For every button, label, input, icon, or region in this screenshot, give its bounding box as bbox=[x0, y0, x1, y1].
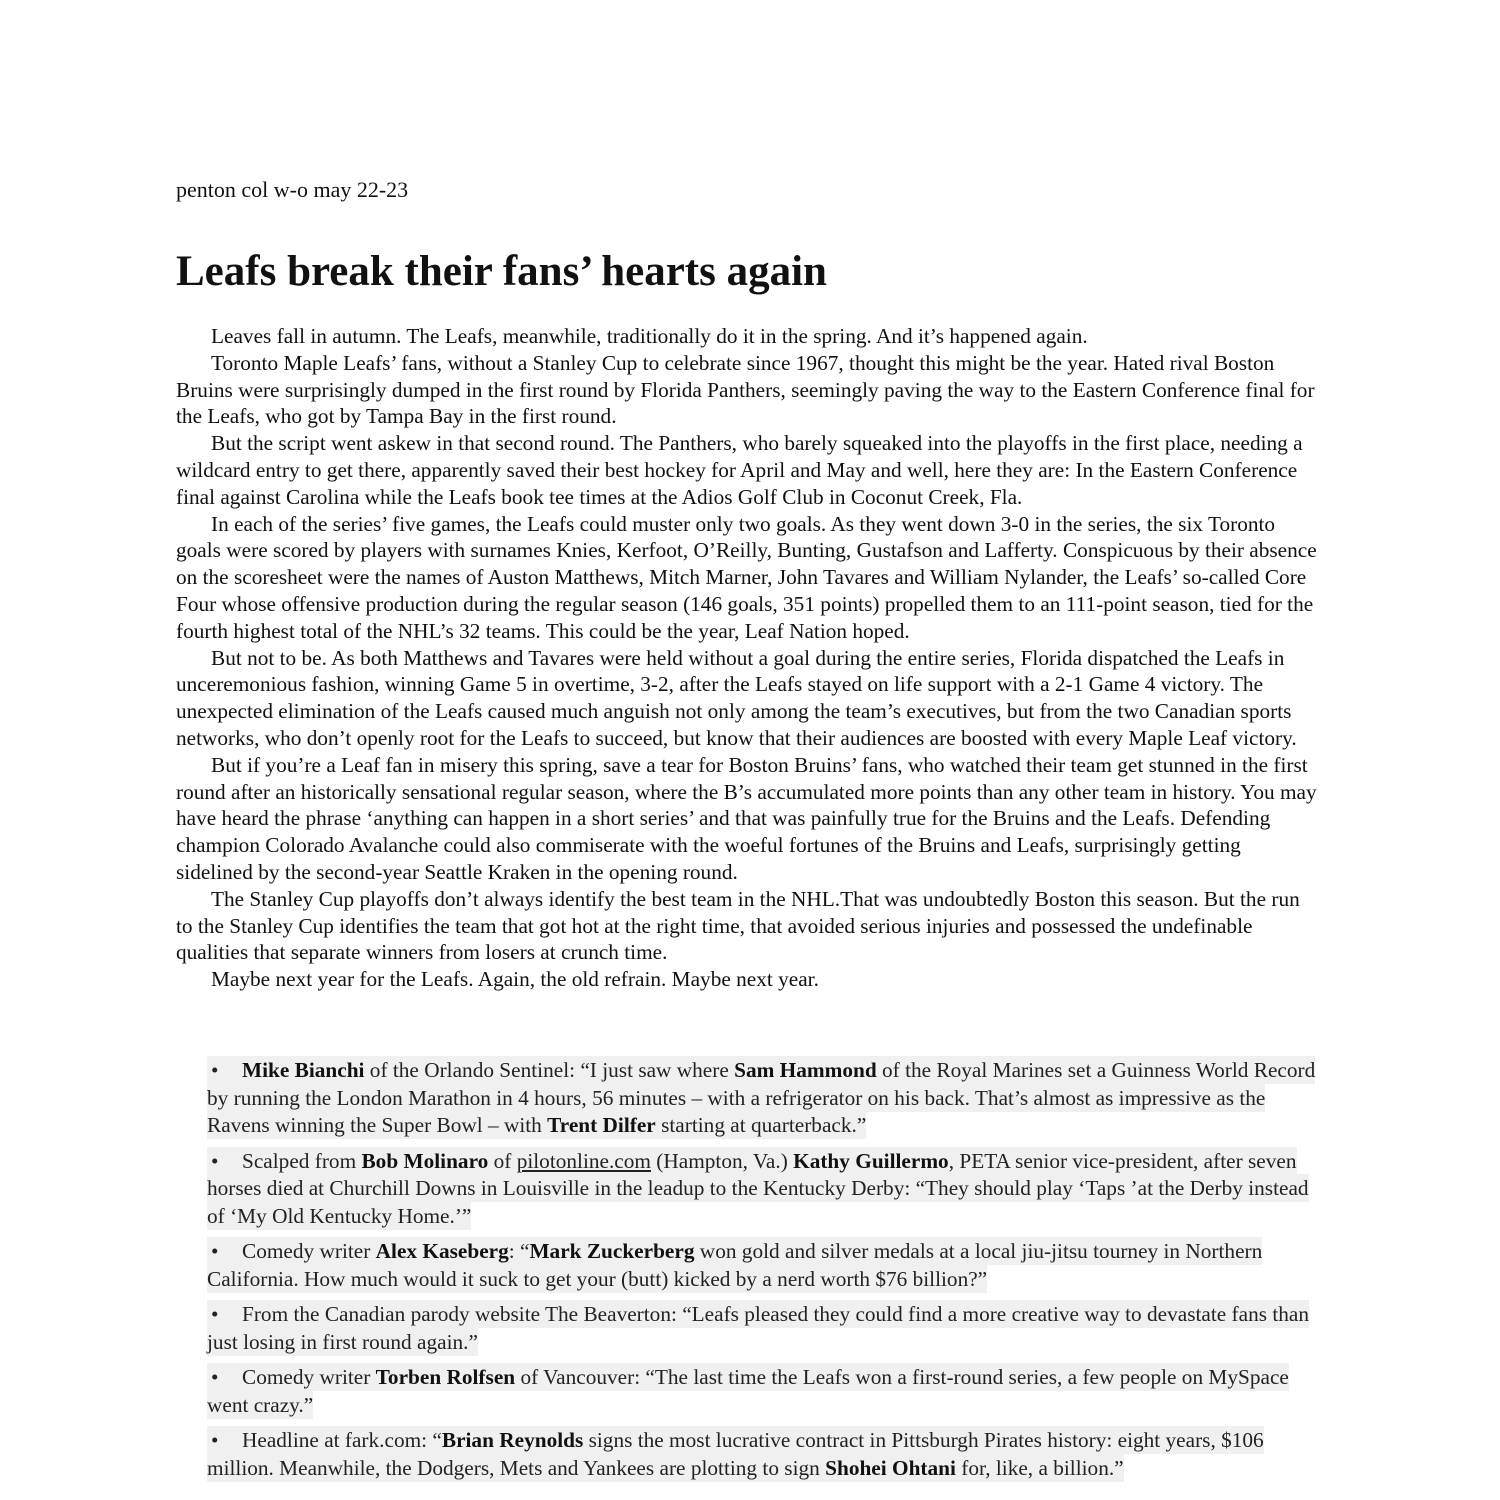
quote-text: for, like, a billion.” bbox=[955, 1455, 1124, 1480]
quote-text: signs the most lucrative contract in Pittsburgh Pirates history: eight years, $106 million. Meanwhile, the Dodgers, Mets and Yankees are plotting to sign bbox=[207, 1428, 1264, 1480]
list-item-text bbox=[207, 1426, 1264, 1482]
paragraph: In each of the series’ five games, the Leafs could muster only two goals. As they went down 3-0 in the series, the six Toronto goals were scored by players with surnames Knies, Kerfoot, O’Reilly, Bunting, Gustafson and Lafferty. Conspicuous by their absence on the scoresheet were the names of Auston Matthews, Mitch Marner, John Tavares and William Nylander, the Leafs’ so-called Core Four whose offensive production during the regular season (146 goals, 351 points) propelled them to an 111-point season, tied for the fourth highest total of the NHL’s 32 teams. This could be the year, Leaf Nation hoped. bbox=[176, 511, 1317, 643]
quote-text: Comedy writer bbox=[242, 1365, 376, 1389]
person-name: Trent Dilfer bbox=[547, 1113, 656, 1137]
list-item-text bbox=[207, 1363, 1289, 1419]
article-body bbox=[176, 323, 1321, 993]
bullet-icon: • bbox=[211, 1148, 219, 1173]
list-item-text bbox=[207, 1237, 1262, 1293]
person-name: Mike Bianchi bbox=[242, 1058, 365, 1082]
list-item bbox=[207, 1364, 1322, 1419]
paragraph: But if you’re a Leaf fan in misery this spring, save a tear for Boston Bruins’ fans, who watched their team get stunned in the first round after an historically sensational regular season, where the B’s accumulated more points than any other team in history. You may have heard the phrase ‘anything can happen in a short series’ and that was painfully true for the Bruins and the Leafs. Defending champion Colorado Avalanche could also commiserate with the woeful fortunes of the Bruins and Leafs, surprisingly getting sidelined by the second-year Seattle Kraken in the opening round. bbox=[176, 752, 1317, 884]
bullet-icon: • bbox=[211, 1365, 219, 1389]
paragraph: But not to be. As both Matthews and Tavares were held without a goal during the entire series, Florida dispatched the Leafs in unceremonious fashion, winning Game 5 in overtime, 3-2, after the Leafs stayed on life support with a 2-1 Game 4 victory. The unexpected elimination of the Leafs caused much anguish not only among the team’s executives, but from the two Canadian sports networks, who don’t openly root for the Leafs to succeed, but know that their audiences are boosted with every Maple Leaf victory. bbox=[176, 645, 1297, 750]
quote-text: of the Orlando Sentinel: “I just saw where bbox=[364, 1058, 735, 1082]
list-item bbox=[207, 1301, 1322, 1356]
bullet-icon: • bbox=[211, 1239, 219, 1263]
quote-text: From the Canadian parody website The Beaverton: “Leafs pleased they could find a more creative way to devastate fans than just losing in first round again.” bbox=[207, 1302, 1310, 1354]
website-link[interactable]: pilotonline.com bbox=[516, 1148, 651, 1173]
quote-text: (Hampton, Va.) bbox=[650, 1148, 794, 1173]
list-item bbox=[207, 1427, 1322, 1482]
headline: Leafs break their fans’ hearts again bbox=[176, 248, 827, 295]
person-name: Alex Kaseberg bbox=[375, 1239, 509, 1263]
person-name: Shohei Ohtani bbox=[825, 1455, 956, 1480]
quote-text: Headline at fark.com: “ bbox=[242, 1428, 442, 1452]
quotes-list bbox=[207, 1057, 1322, 1490]
quote-text: , PETA senior vice-president, after seven horses died at Churchill Downs in Louisville in the leadup to the Kentucky Derby: “They should play ‘Taps ’at the Derby instead of ‘My Old Kentucky Home.’” bbox=[207, 1148, 1309, 1228]
list-item-text bbox=[207, 1147, 1309, 1230]
paragraph: The Stanley Cup playoffs don’t always identify the best team in the NHL.That was undoubtedly Boston this season. But the run to the Stanley Cup identifies the team that got hot at the right time, that avoided serious injuries and possessed the undefinable qualities that separate winners from losers at crunch time. bbox=[176, 886, 1300, 965]
paragraph: Toronto Maple Leafs’ fans, without a Stanley Cup to celebrate since 1967, thought this might be the year. Hated rival Boston Bruins were surprisingly dumped in the first round by Florida Panthers, seemingly paving the way to the Eastern Conference final for the Leafs, who got by Tampa Bay in the first round. bbox=[176, 350, 1315, 429]
person-name: Sam Hammond bbox=[734, 1058, 877, 1082]
list-item-text bbox=[207, 1056, 1315, 1139]
quote-text: Scalped from bbox=[242, 1148, 362, 1173]
bullet-icon: • bbox=[211, 1302, 219, 1326]
bullet-icon: • bbox=[211, 1428, 219, 1452]
person-name: Mark Zuckerberg bbox=[529, 1239, 695, 1263]
list-item bbox=[207, 1057, 1322, 1140]
paragraph: Leaves fall in autumn. The Leafs, meanwhile, traditionally do it in the spring. And it’s happened again. bbox=[211, 324, 1088, 348]
list-item bbox=[207, 1148, 1322, 1231]
person-name: Bob Molinaro bbox=[361, 1148, 489, 1173]
quote-text: starting at quarterback.” bbox=[655, 1113, 867, 1137]
slug-line: penton col w-o may 22-23 bbox=[176, 177, 409, 202]
quote-text: of bbox=[488, 1148, 517, 1173]
quote-text: of Vancouver: “The last time the Leafs won a first-round series, a few people on MySpace went crazy.” bbox=[207, 1365, 1289, 1417]
person-name: Brian Reynolds bbox=[441, 1428, 584, 1452]
list-item bbox=[207, 1238, 1322, 1293]
person-name: Kathy Guillermo bbox=[793, 1148, 949, 1173]
paragraph: Maybe next year for the Leafs. Again, the old refrain. Maybe next year. bbox=[211, 967, 819, 992]
quote-text: won gold and silver medals at a local jiu-jitsu tourney in Northern California. How much would it suck to get your (butt) kicked by a nerd worth $76 billion?” bbox=[207, 1239, 1263, 1291]
quote-text: of the Royal Marines set a Guinness World Record by running the London Marathon in 4 hours, 56 minutes – with a refrigerator on his back. That’s almost as impressive as the Ravens winning the Super Bowl – with bbox=[207, 1058, 1316, 1137]
quote-text: Comedy writer bbox=[242, 1239, 376, 1263]
person-name: Torben Rolfsen bbox=[375, 1365, 516, 1389]
paragraph: But the script went askew in that second round. The Panthers, who barely squeaked into the playoffs in the first place, needing a wildcard entry to get there, apparently saved their best hockey for April and May and well, here they are: In the Eastern Conference final against Carolina while the Leafs book tee times at the Adios Golf Club in Coconut Creek, Fla. bbox=[176, 431, 1303, 509]
quote-text: : “ bbox=[508, 1239, 530, 1263]
bullet-icon: • bbox=[211, 1058, 219, 1082]
list-item-text bbox=[207, 1300, 1309, 1356]
